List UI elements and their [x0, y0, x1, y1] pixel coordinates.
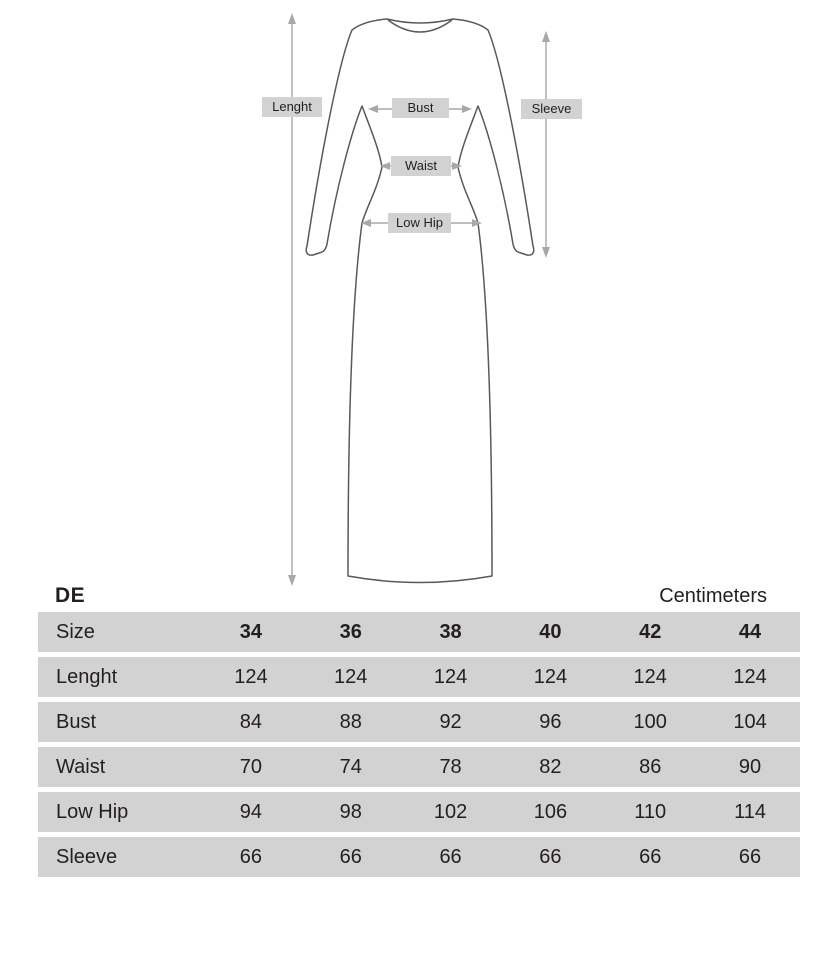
cell-value: 92	[439, 710, 462, 733]
cell-value: 86	[639, 755, 662, 778]
cell-value: 66	[339, 845, 362, 868]
header-size-label: Size	[56, 620, 95, 643]
table-meta-row	[38, 582, 800, 608]
cell-value: 70	[239, 755, 263, 778]
sleeve-measure-label: Sleeve	[521, 99, 582, 119]
units-label: Centimeters	[659, 585, 767, 607]
cell-value: 124	[533, 665, 568, 688]
table-row-low-hip	[38, 792, 800, 832]
cell-value: 124	[733, 665, 767, 688]
row-label: Sleeve	[56, 845, 118, 868]
header-size-40: 40	[539, 620, 562, 643]
table-header-row	[38, 612, 800, 652]
low-hip-measure-label: Low Hip	[388, 213, 451, 233]
row-label: Lenght	[56, 665, 118, 688]
bust-measure-label: Bust	[392, 98, 449, 118]
table-row-length	[38, 657, 800, 697]
cell-value: 106	[533, 800, 568, 823]
waist-measure-label: Waist	[391, 156, 451, 176]
cell-value: 102	[433, 800, 468, 823]
cell-value: 124	[334, 665, 368, 688]
row-label: Low Hip	[56, 800, 129, 823]
row-label: Waist	[56, 755, 106, 778]
cell-value: 66	[738, 845, 762, 868]
cell-value: 66	[539, 845, 562, 868]
header-size-38: 38	[439, 620, 462, 643]
cell-value: 96	[539, 710, 562, 733]
cell-value: 124	[234, 665, 268, 688]
row-label: Bust	[56, 710, 97, 733]
cell-value: 82	[539, 755, 562, 778]
cell-value: 66	[639, 845, 662, 868]
cell-value: 114	[734, 800, 766, 823]
header-size-36: 36	[339, 620, 362, 643]
cell-value: 84	[239, 710, 263, 733]
cell-value: 98	[339, 800, 362, 823]
cell-value: 74	[339, 755, 362, 778]
cell-value: 104	[733, 710, 767, 733]
header-size-34: 34	[239, 620, 263, 643]
cell-value: 124	[433, 665, 468, 688]
size-table	[38, 612, 800, 882]
cell-value: 100	[633, 710, 667, 733]
cell-value: 88	[339, 710, 362, 733]
header-size-42: 42	[639, 620, 662, 643]
cell-value: 78	[439, 755, 462, 778]
sleeve-arrow	[542, 31, 550, 258]
cell-value: 110	[634, 800, 667, 823]
cell-value: 66	[239, 845, 263, 868]
region-label: DE	[55, 584, 86, 607]
cell-value: 66	[439, 845, 462, 868]
table-row-waist	[38, 747, 800, 787]
cell-value: 90	[738, 755, 762, 778]
cell-value: 94	[239, 800, 263, 823]
header-size-44: 44	[738, 620, 762, 643]
table-row-bust	[38, 702, 800, 742]
cell-value: 124	[633, 665, 667, 688]
length-measure-label: Lenght	[262, 97, 322, 117]
table-row-sleeve	[38, 837, 800, 877]
